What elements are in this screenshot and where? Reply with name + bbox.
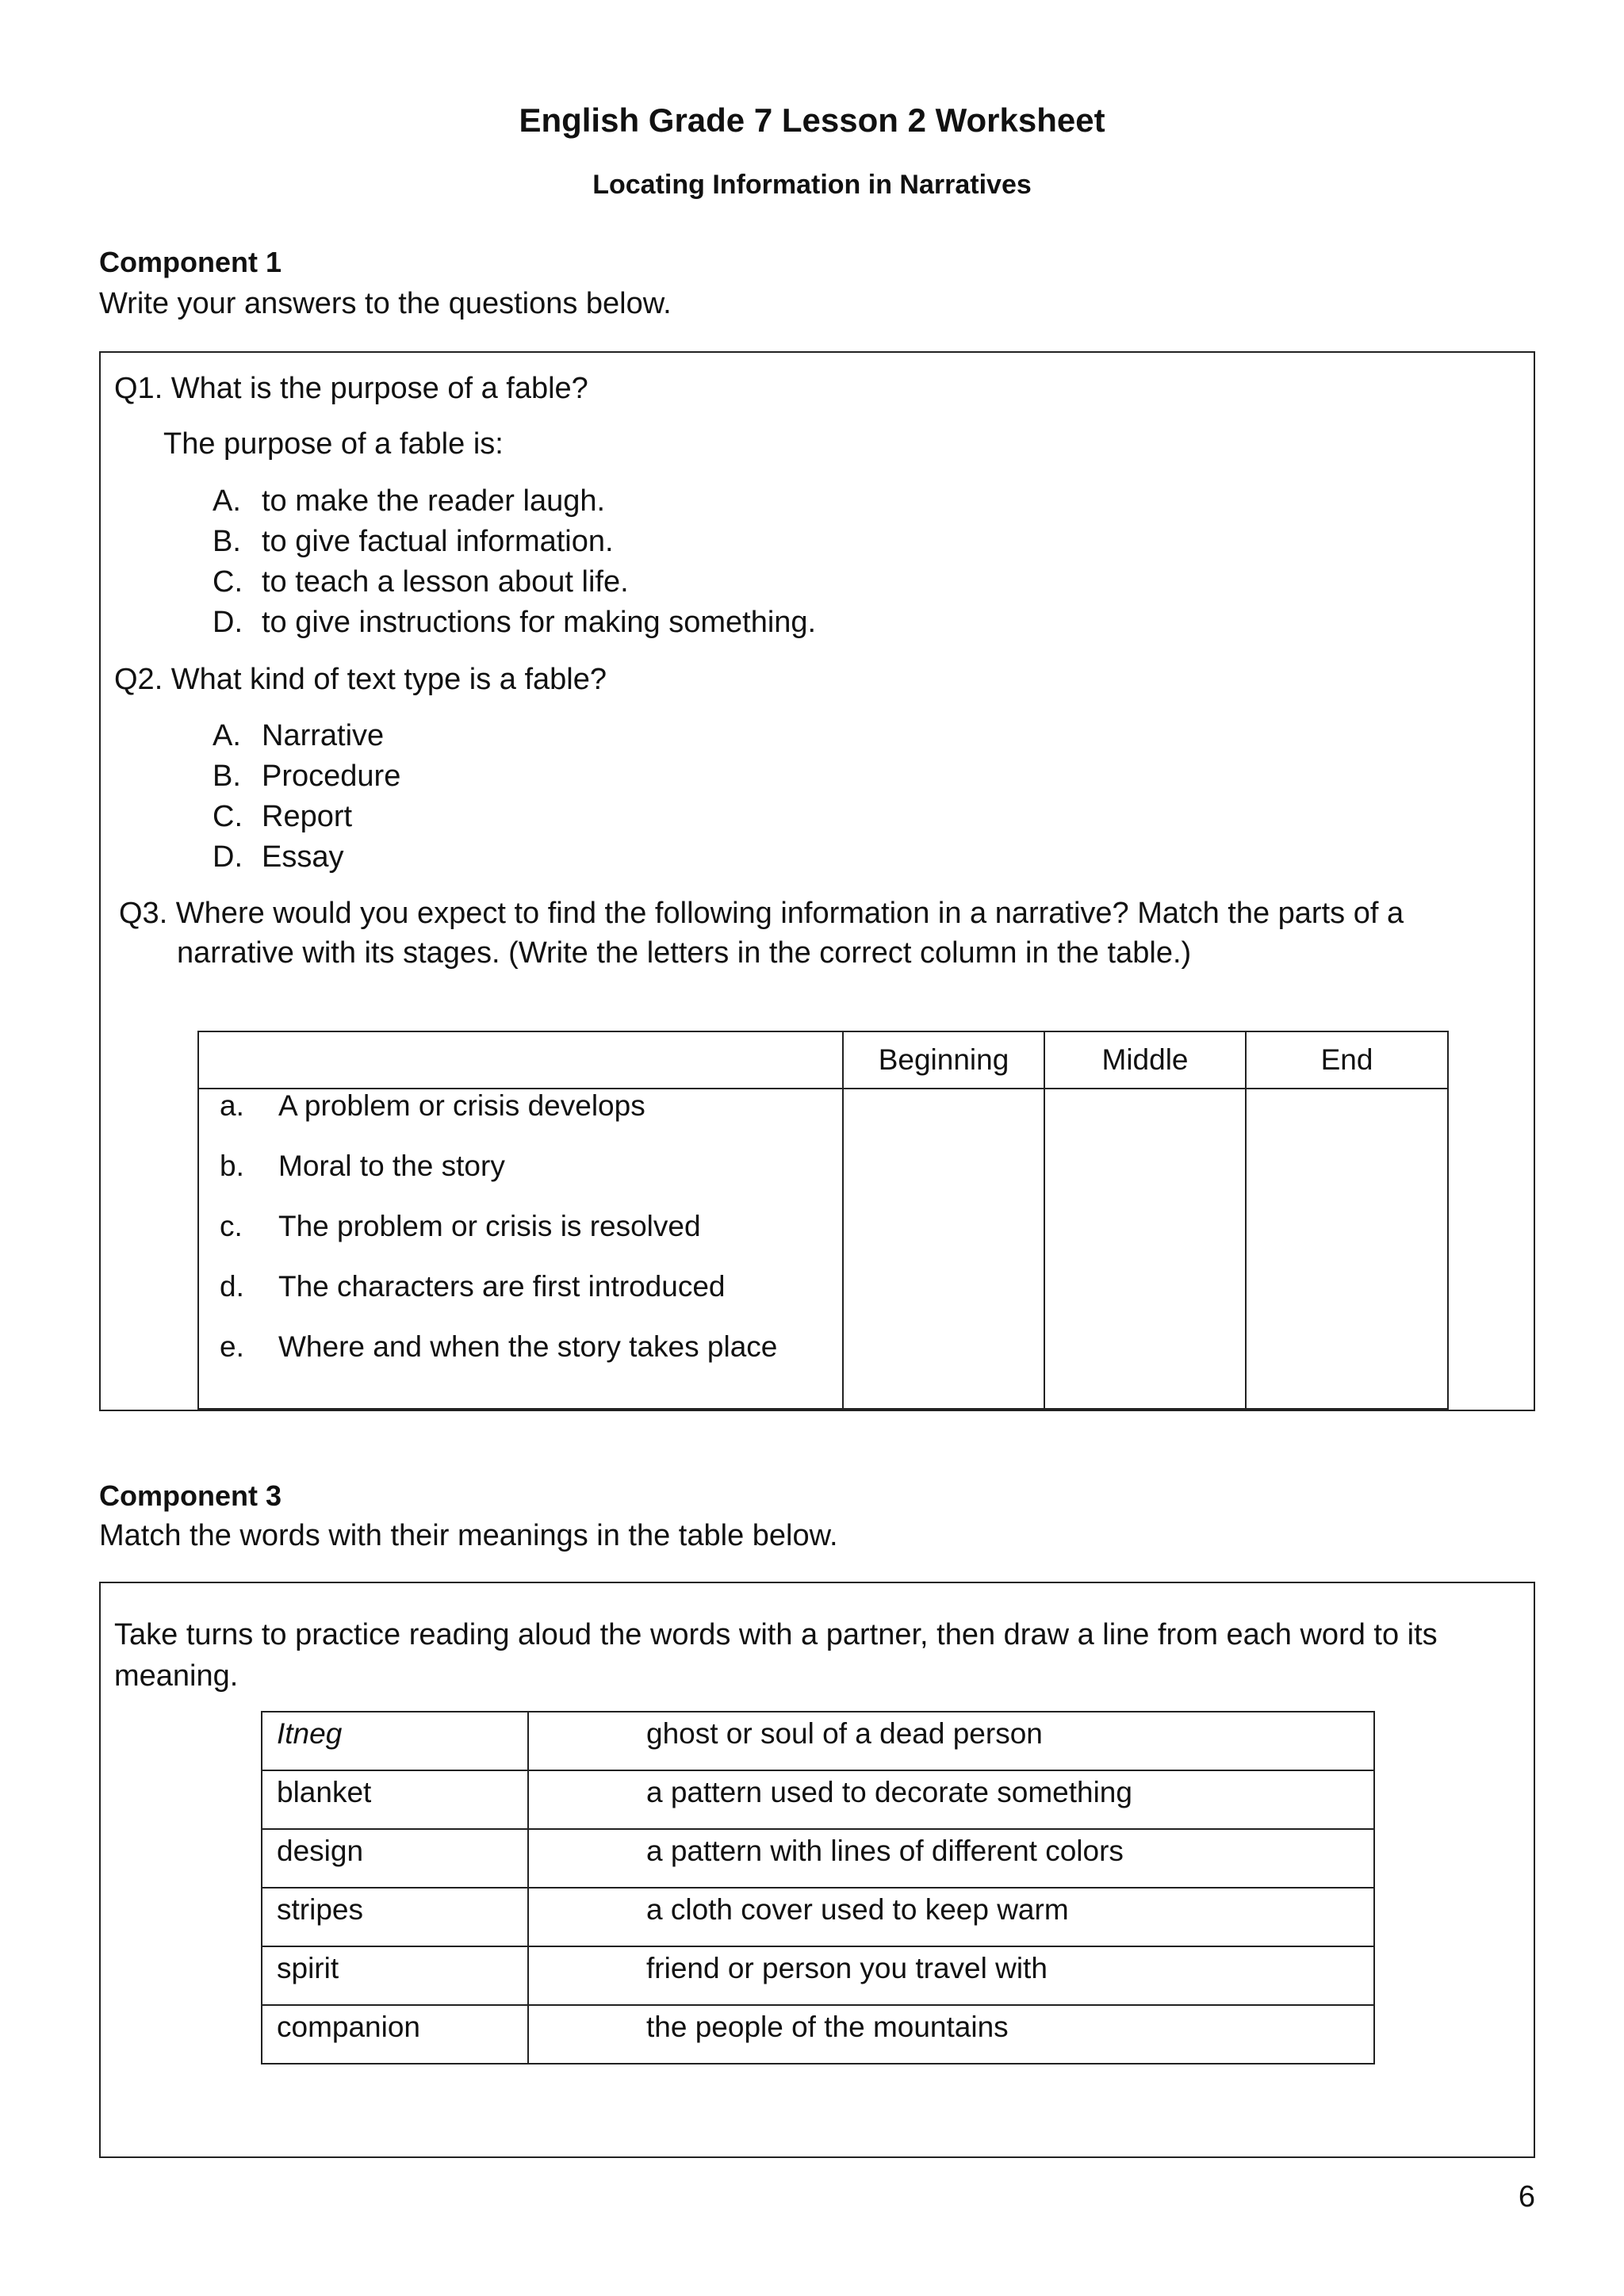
option-letter: B. [213,525,241,558]
component3-box-line1: Take turns to practice reading aloud the words with a partner, then draw a line from each word to its [114,1618,1438,1651]
beginning-answer-cell[interactable] [843,1089,1044,1409]
end-answer-cell[interactable] [1246,1089,1448,1409]
part-text: Moral to the story [278,1150,505,1182]
q1-stem: The purpose of a fable is: [163,427,504,461]
vocab-word: Itneg [262,1712,528,1770]
column-beginning: Beginning [843,1031,1044,1089]
table-row [262,1946,1374,2005]
table-header-row [198,1031,1448,1089]
part-letter: e. [220,1330,244,1363]
vocab-word: spirit [262,1946,528,2005]
part-letter: d. [220,1270,244,1303]
option-text: to give instructions for making something. [262,606,817,639]
vocab-meaning: friend or person you travel with [528,1946,1374,2005]
component3-heading: Component 3 [99,1479,282,1512]
vocab-meaning: a pattern used to decorate something [528,1770,1374,1829]
worksheet-subtitle: Locating Information in Narratives [592,170,1032,200]
option-text: Narrative [262,719,385,752]
table-header-blank [198,1031,843,1089]
option-text: to make the reader laugh. [262,484,606,518]
part-text: The problem or crisis is resolved [278,1210,701,1242]
column-middle: Middle [1044,1031,1246,1089]
page-number: 6 [1518,2180,1535,2214]
component1-instruction: Write your answers to the questions below. [99,287,672,320]
part-text: The characters are first introduced [278,1270,726,1303]
vocab-word: stripes [262,1888,528,1946]
column-end: End [1246,1031,1448,1089]
vocab-word: companion [262,2005,528,2064]
option-letter: D. [213,606,243,639]
option-letter: D. [213,840,243,874]
vocab-word: design [262,1829,528,1888]
vocab-meaning: a cloth cover used to keep warm [528,1888,1374,1946]
vocab-word: blanket [262,1770,528,1829]
option-letter: B. [213,760,241,793]
table-row [262,1888,1374,1946]
component3-instruction: Match the words with their meanings in the table below. [99,1519,838,1552]
vocab-meaning: the people of the mountains [528,2005,1374,2064]
table-row [262,1712,1374,1770]
option-text: to teach a lesson about life. [262,565,629,599]
part-letter: c. [220,1210,243,1242]
part-letter: b. [220,1150,244,1182]
table-row [198,1089,1448,1409]
part-letter: a. [220,1089,244,1122]
vocab-meaning: a pattern with lines of different colors [528,1829,1374,1888]
worksheet-title: English Grade 7 Lesson 2 Worksheet [519,101,1105,139]
option-letter: A. [213,484,241,518]
table-row [262,1770,1374,1829]
middle-answer-cell[interactable] [1044,1089,1246,1409]
q3-question-line2: narrative with its stages. (Write the letters in the correct column in the table.) [177,936,1192,970]
option-text: Procedure [262,760,401,793]
option-text: Essay [262,840,344,874]
component3-box-line2: meaning. [114,1659,239,1693]
option-letter: C. [213,565,243,599]
q2-question: Q2. What kind of text type is a fable? [114,663,607,696]
q1-question: Q1. What is the purpose of a fable? [114,372,588,405]
table-row [262,2005,1374,2064]
vocab-meaning: ghost or soul of a dead person [528,1712,1374,1770]
option-letter: A. [213,719,241,752]
part-text: A problem or crisis develops [278,1089,645,1122]
option-text: Report [262,800,353,833]
table-row [262,1829,1374,1888]
narrative-stages-table [197,1031,1449,1410]
vocabulary-table [261,1711,1375,2064]
component1-heading: Component 1 [99,246,282,278]
option-text: to give factual information. [262,525,614,558]
part-text: Where and when the story takes place [278,1330,778,1363]
narrative-parts-cell [198,1089,843,1409]
q3-question-line1: Q3. Where would you expect to find the following information in a narrative? Match the parts of a [119,897,1404,930]
option-letter: C. [213,800,243,833]
